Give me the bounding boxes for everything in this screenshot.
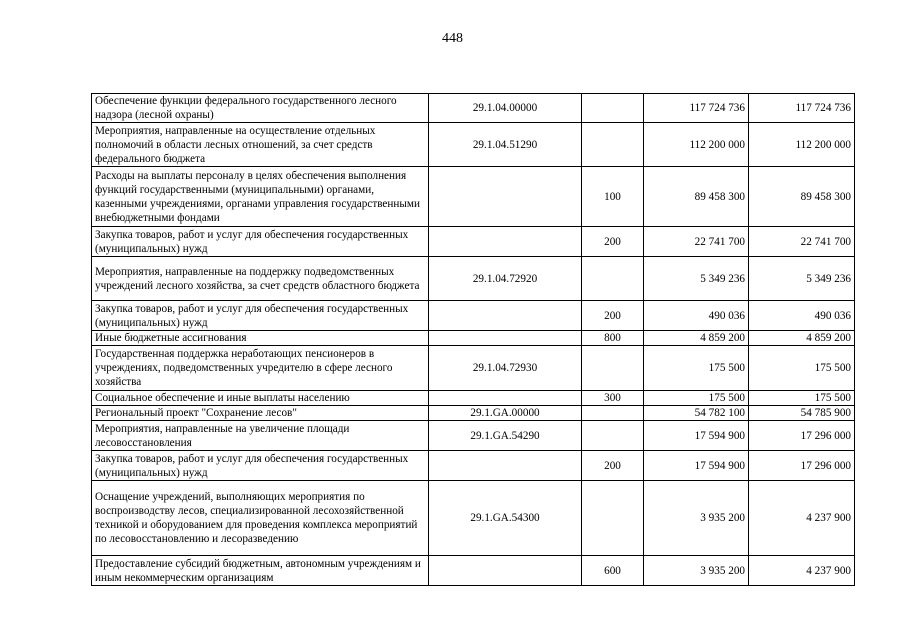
row-type [582, 421, 644, 451]
table-row [92, 556, 855, 586]
row-type [582, 406, 644, 421]
row-code [429, 556, 582, 586]
row-amount-2: 175 500 [749, 346, 855, 391]
row-name: Региональный проект "Сохранение лесов" [92, 406, 429, 421]
row-amount-2: 5 349 236 [749, 257, 855, 301]
row-name: Мероприятия, направленные на осуществление отдельных полномочий в области лесных отношений, за счет средств федерального бюджета [92, 123, 429, 167]
row-type: 800 [582, 331, 644, 346]
row-code: 29.1.04.00000 [429, 94, 582, 123]
row-amount-2: 54 785 900 [749, 406, 855, 421]
row-amount-1: 490 036 [644, 301, 749, 331]
table-row [92, 481, 855, 556]
row-amount-2: 89 458 300 [749, 167, 855, 227]
row-amount-2: 22 741 700 [749, 227, 855, 257]
row-code: 29.1.GA.54300 [429, 481, 582, 556]
row-name: Обеспечение функции федерального государственного лесного надзора (лесной охраны) [92, 94, 429, 123]
row-code [429, 227, 582, 257]
row-code: 29.1.04.51290 [429, 123, 582, 167]
row-type [582, 94, 644, 123]
row-type [582, 123, 644, 167]
row-code: 29.1.04.72920 [429, 257, 582, 301]
row-amount-1: 5 349 236 [644, 257, 749, 301]
row-amount-1: 4 859 200 [644, 331, 749, 346]
table-row [92, 331, 855, 346]
row-name: Закупка товаров, работ и услуг для обеспечения государственных (муниципальных) нужд [92, 451, 429, 481]
row-name: Оснащение учреждений, выполняющих мероприятия по воспроизводству лесов, специализированной лесохозяйственной техникой и оборудованием для проведения комплекса мероприятий по лесовосстановлению и лесоразведению [92, 481, 429, 556]
row-amount-1: 3 935 200 [644, 556, 749, 586]
row-amount-2: 17 296 000 [749, 421, 855, 451]
row-amount-2: 175 500 [749, 391, 855, 406]
row-amount-2: 17 296 000 [749, 451, 855, 481]
row-type [582, 481, 644, 556]
row-amount-1: 175 500 [644, 346, 749, 391]
row-name: Закупка товаров, работ и услуг для обеспечения государственных (муниципальных) нужд [92, 227, 429, 257]
row-code [429, 391, 582, 406]
row-type [582, 257, 644, 301]
row-amount-1: 17 594 900 [644, 421, 749, 451]
row-type [582, 346, 644, 391]
row-amount-1: 54 782 100 [644, 406, 749, 421]
table-row [92, 301, 855, 331]
row-name: Мероприятия, направленные на поддержку подведомственных учреждений лесного хозяйства, за счет средств областного бюджета [92, 257, 429, 301]
row-type: 300 [582, 391, 644, 406]
row-amount-2: 112 200 000 [749, 123, 855, 167]
row-type: 100 [582, 167, 644, 227]
table-row [92, 391, 855, 406]
row-amount-2: 117 724 736 [749, 94, 855, 123]
row-name: Иные бюджетные ассигнования [92, 331, 429, 346]
row-type: 600 [582, 556, 644, 586]
table-row [92, 421, 855, 451]
row-amount-1: 22 741 700 [644, 227, 749, 257]
row-name: Закупка товаров, работ и услуг для обеспечения государственных (муниципальных) нужд [92, 301, 429, 331]
row-name: Государственная поддержка неработающих пенсионеров в учреждениях, подведомственных учредителю в сфере лесного хозяйства [92, 346, 429, 391]
row-type: 200 [582, 301, 644, 331]
row-code [429, 167, 582, 227]
row-code [429, 331, 582, 346]
row-name: Расходы на выплаты персоналу в целях обеспечения выполнения функций государственными (муниципальными) органами, казенными учреждениями, органами управления государственными внебюджетными фондами [92, 167, 429, 227]
row-amount-1: 117 724 736 [644, 94, 749, 123]
row-code: 29.1.GA.00000 [429, 406, 582, 421]
row-amount-1: 175 500 [644, 391, 749, 406]
table-row [92, 227, 855, 257]
row-amount-2: 4 237 900 [749, 481, 855, 556]
row-type: 200 [582, 227, 644, 257]
table-row [92, 346, 855, 391]
row-amount-2: 4 859 200 [749, 331, 855, 346]
table-row [92, 406, 855, 421]
table-row [92, 94, 855, 123]
table-row [92, 167, 855, 227]
row-code [429, 451, 582, 481]
row-code: 29.1.04.72930 [429, 346, 582, 391]
row-amount-1: 89 458 300 [644, 167, 749, 227]
table-row [92, 257, 855, 301]
table-row [92, 123, 855, 167]
budget-table [91, 93, 855, 586]
row-code: 29.1.GA.54290 [429, 421, 582, 451]
table-row [92, 451, 855, 481]
row-amount-2: 4 237 900 [749, 556, 855, 586]
row-name: Мероприятия, направленные на увеличение площади лесовосстановления [92, 421, 429, 451]
row-type: 200 [582, 451, 644, 481]
row-name: Предоставление субсидий бюджетным, автономным учреждениям и иным некоммерческим организациям [92, 556, 429, 586]
row-amount-1: 17 594 900 [644, 451, 749, 481]
row-code [429, 301, 582, 331]
row-name: Социальное обеспечение и иные выплаты населению [92, 391, 429, 406]
row-amount-1: 3 935 200 [644, 481, 749, 556]
page-number: 448 [442, 31, 463, 46]
row-amount-1: 112 200 000 [644, 123, 749, 167]
row-amount-2: 490 036 [749, 301, 855, 331]
